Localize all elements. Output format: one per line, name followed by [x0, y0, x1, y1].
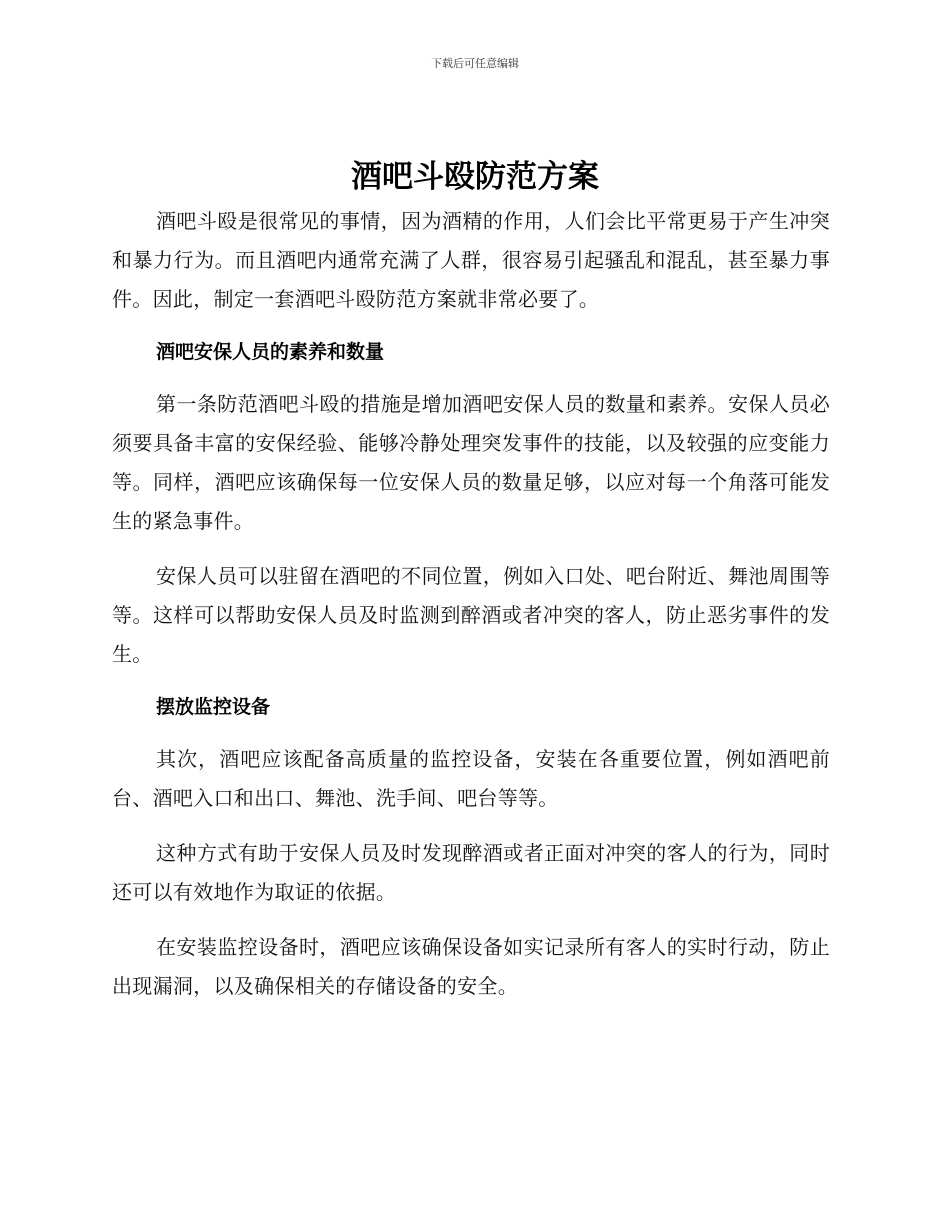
paragraph: 这种方式有助于安保人员及时发现醉酒或者正面对冲突的客人的行为，同时还可以有效地作为取证的依据。	[112, 841, 830, 904]
section-heading-security-staff: 酒吧安保人员的素养和数量	[156, 341, 385, 363]
paragraph: 其次，酒吧应该配备高质量的监控设备，安装在各重要位置，例如酒吧前台、酒吧入口和出口、舞池、洗手间、吧台等等。	[112, 747, 830, 810]
intro-paragraph: 酒吧斗殴是很常见的事情，因为酒精的作用，人们会比平常更易于产生冲突和暴力行为。而且酒吧内通常充满了人群，很容易引起骚乱和混乱，甚至暴力事件。因此，制定一套酒吧斗殴防范方案就非常必要了。	[112, 209, 830, 311]
document-body	[112, 202, 830, 1022]
paragraph: 第一条防范酒吧斗殴的措施是增加酒吧安保人员的数量和素养。安保人员必须要具备丰富的安保经验、能够冷静处理突发事件的技能，以及较强的应变能力等。同样，酒吧应该确保每一位安保人员的数量足够，以应对每一个角落可能发生的紧急事件。	[112, 392, 830, 533]
document-title: 酒吧斗殴防范方案	[351, 159, 599, 195]
paragraph: 在安装监控设备时，酒吧应该确保设备如实记录所有客人的实时行动，防止出现漏洞，以及确保相关的存储设备的安全。	[112, 935, 830, 998]
paragraph: 安保人员可以驻留在酒吧的不同位置，例如入口处、吧台附近、舞池周围等等。这样可以帮助安保人员及时监测到醉酒或者冲突的客人，防止恶劣事件的发生。	[112, 564, 830, 666]
section-heading-surveillance: 摆放监控设备	[156, 696, 271, 718]
page-header-note: 下载后可任意编辑	[431, 57, 519, 70]
